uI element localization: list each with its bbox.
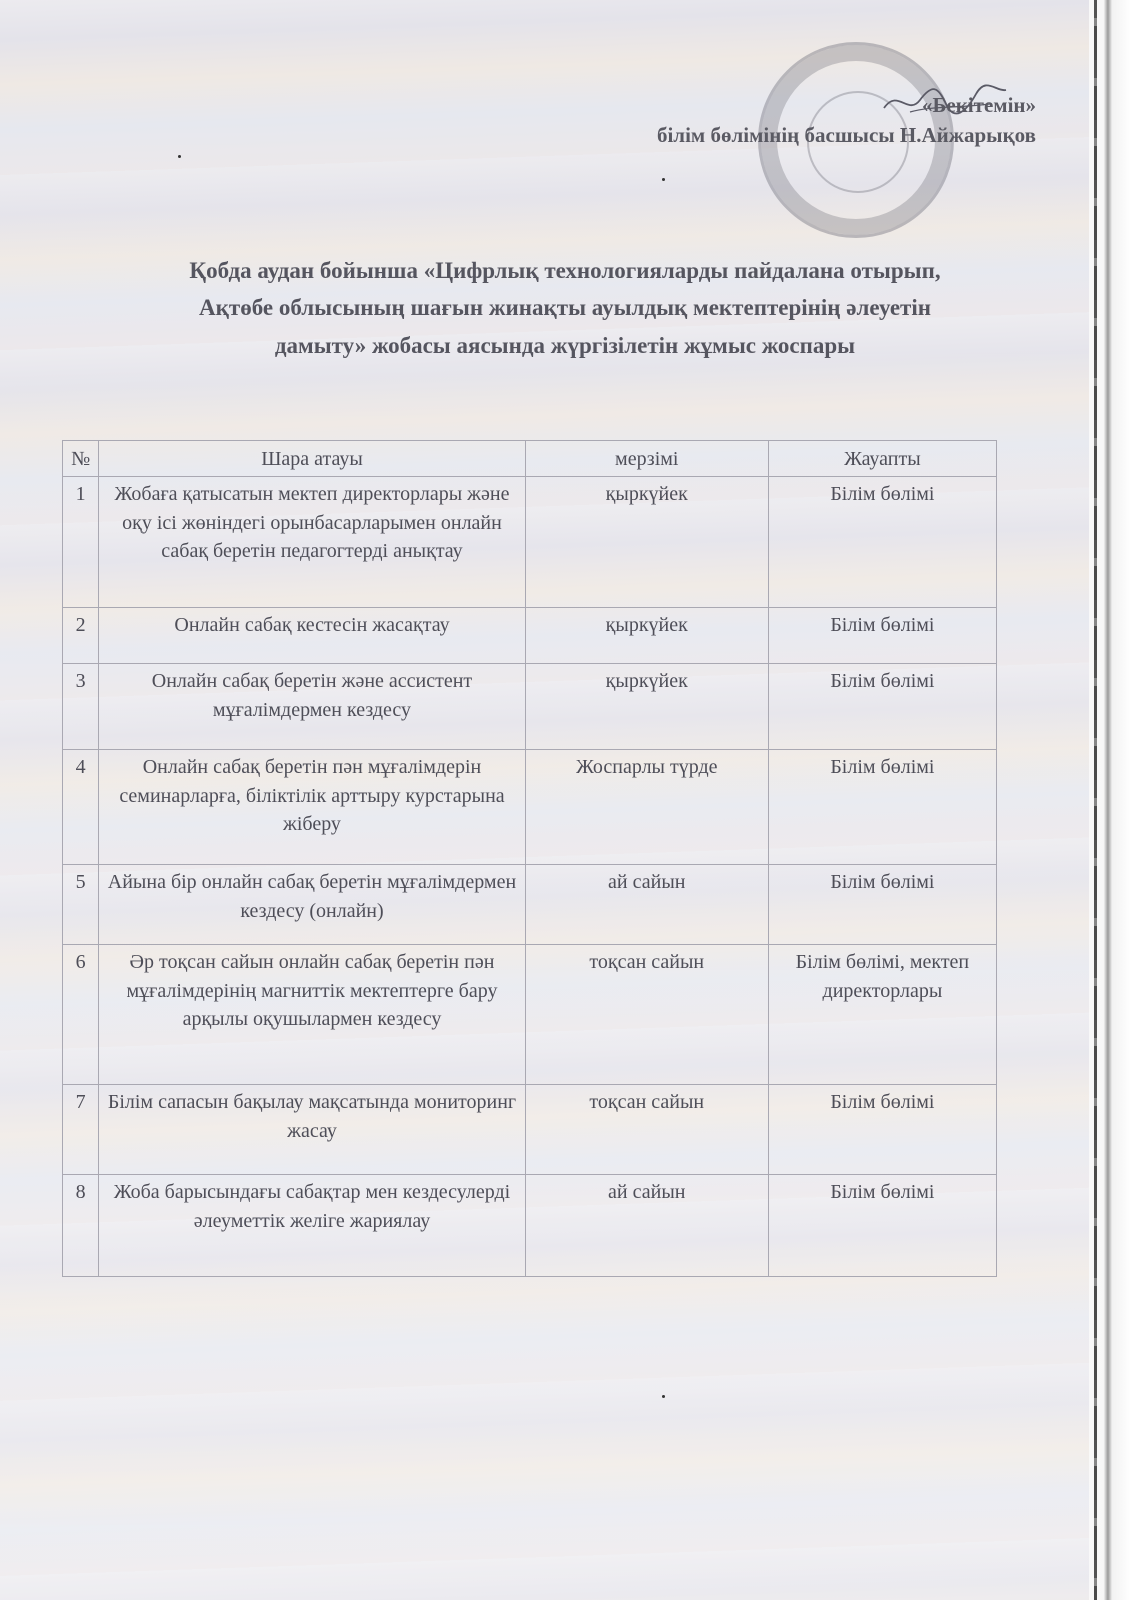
- row-deadline: қыркүйек: [525, 608, 768, 664]
- approval-signatory: білім бөлімінің басшысы Н.Айжарықов: [656, 123, 1036, 148]
- row-deadline: ай сайын: [525, 1175, 768, 1277]
- title-line-2: Ақтөбе облысының шағын жинақты ауылдық мектептерінің әлеуетін: [199, 295, 931, 321]
- row-number: 3: [63, 664, 99, 750]
- row-deadline: тоқсан сайын: [525, 945, 768, 1085]
- row-responsible: Білім бөлімі: [768, 750, 996, 865]
- work-plan-table: [62, 440, 997, 1277]
- approval-block: [657, 90, 1036, 151]
- table-row: [63, 1085, 997, 1175]
- row-responsible: Білім бөлімі: [768, 477, 996, 608]
- row-event-name: Айына бір онлайн сабақ беретін мұғалімдермен кездесу (онлайн): [99, 865, 525, 945]
- header-event-name: Шара атауы: [99, 441, 525, 477]
- row-deadline: қыркүйек: [525, 664, 768, 750]
- row-event-name: Әр тоқсан сайын онлайн сабақ беретін пән мұғалімдерінің магниттік мектептерге бару арқылы оқушылармен кездесу: [99, 945, 525, 1085]
- table-row: [63, 608, 997, 664]
- row-number: 8: [63, 1175, 99, 1277]
- row-responsible: Білім бөлімі: [768, 664, 996, 750]
- row-responsible: Білім бөлімі: [768, 608, 996, 664]
- row-event-name: Білім сапасын бақылау мақсатында мониторинг жасау: [99, 1085, 525, 1175]
- row-deadline: қыркүйек: [525, 477, 768, 608]
- header-number: №: [63, 441, 99, 477]
- header-responsible: Жауапты: [768, 441, 996, 477]
- scan-speck: [662, 178, 665, 181]
- table-row: [63, 477, 997, 608]
- row-event-name: Онлайн сабақ беретін пән мұғалімдерін семинарларға, біліктілік арттыру курстарына жіберу: [99, 750, 525, 865]
- table-row: [63, 1175, 997, 1277]
- row-responsible: Білім бөлімі, мектеп директорлары: [768, 945, 996, 1085]
- scan-speck: [662, 1395, 665, 1398]
- row-event-name: Жоба барысындағы сабақтар мен кездесулерді әлеуметтік желіге жариялау: [99, 1175, 525, 1277]
- approval-label: «Бекітемін»: [921, 93, 1036, 117]
- row-event-name: Онлайн сабақ беретін және ассистент мұғалімдермен кездесу: [99, 664, 525, 750]
- title-line-1: Қобда аудан бойынша «Цифрлық технологияларды пайдалана отырып,: [189, 258, 941, 283]
- row-responsible: Білім бөлімі: [768, 1175, 996, 1277]
- header-deadline: мерзімі: [525, 441, 768, 477]
- table-row: [63, 750, 997, 865]
- row-event-name: Онлайн сабақ кестесін жасақтау: [99, 608, 525, 664]
- row-deadline: ай сайын: [525, 865, 768, 945]
- row-number: 5: [63, 865, 99, 945]
- row-number: 1: [63, 477, 99, 608]
- row-event-name: Жобаға қатысатын мектеп директорлары және оқу ісі жөніндегі орынбасарларымен онлайн сабақ беретін педагогтерді анықтау: [99, 477, 525, 608]
- scan-edge-line: [1094, 0, 1097, 1600]
- table-row: [63, 945, 997, 1085]
- table-row: [63, 664, 997, 750]
- row-deadline: Жоспарлы түрде: [525, 750, 768, 865]
- row-number: 2: [63, 608, 99, 664]
- table-row: [63, 865, 997, 945]
- row-number: 7: [63, 1085, 99, 1175]
- title-line-3: дамыту» жобасы аясында жүргізілетін жұмыс жоспары: [274, 332, 856, 358]
- document-title: [60, 252, 1070, 364]
- row-number: 4: [63, 750, 99, 865]
- row-responsible: Білім бөлімі: [768, 1085, 996, 1175]
- row-deadline: тоқсан сайын: [525, 1085, 768, 1175]
- table-header-row: [63, 441, 997, 477]
- scan-speck: [178, 155, 181, 158]
- row-responsible: Білім бөлімі: [768, 865, 996, 945]
- row-number: 6: [63, 945, 99, 1085]
